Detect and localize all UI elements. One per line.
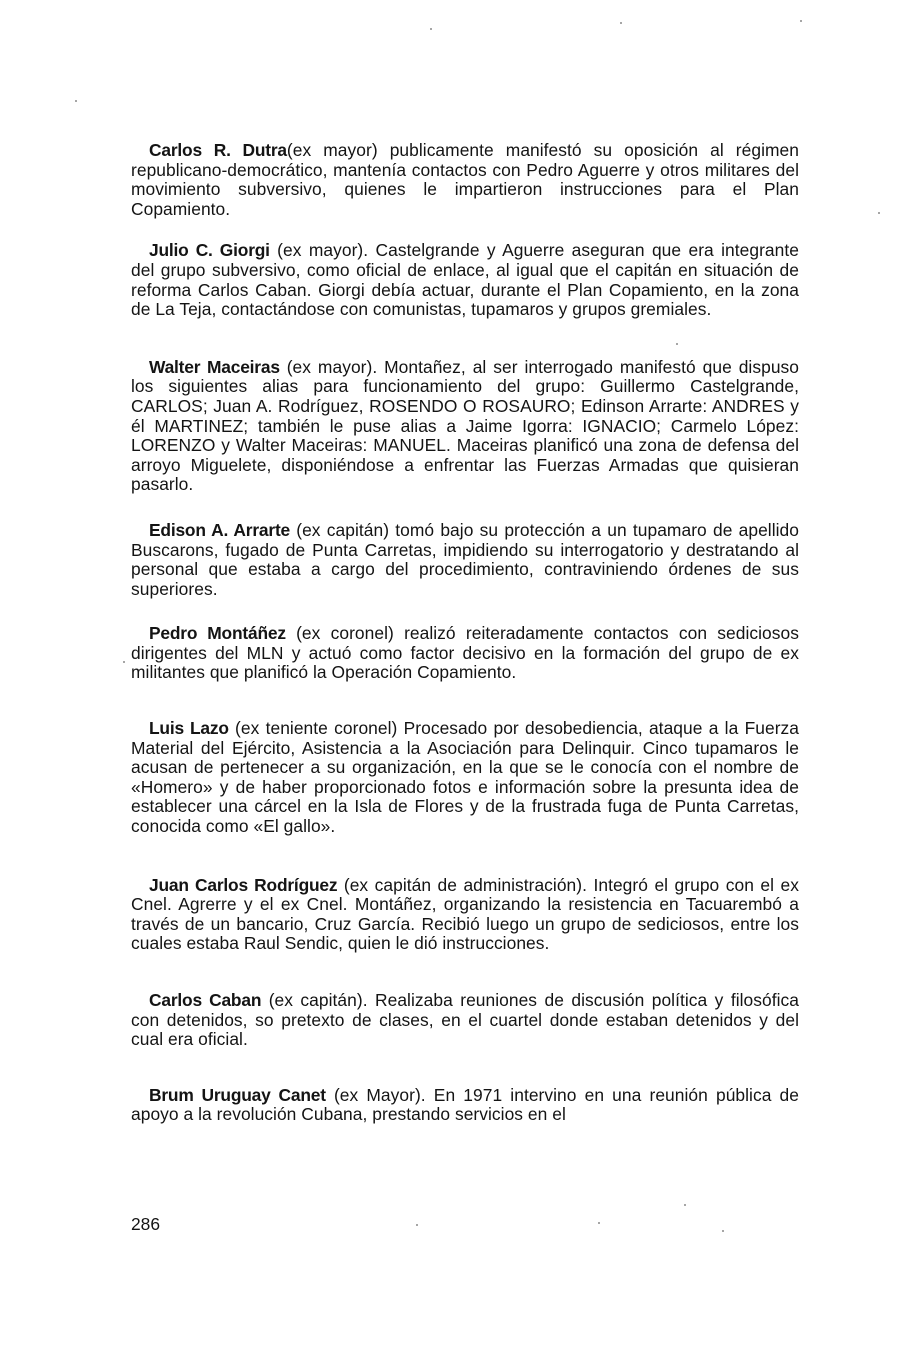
scan-speck: [123, 661, 125, 663]
scan-speck: [620, 22, 622, 24]
scan-speck: [75, 100, 77, 102]
scan-speck: [722, 1230, 724, 1232]
scan-speck: [416, 1224, 418, 1226]
entry-edison-arrarte: [131, 521, 799, 599]
page-number: 286: [131, 1214, 161, 1234]
entry-text: (ex capitán). Realizaba reuniones de discusión política y filosófica con detenidos, so pretexto de clases, en el cuartel donde estaban detenidos y del cual era oficial.: [131, 990, 799, 1050]
entry-text: (ex mayor). Castelgrande y Aguerre aseguran que era integrante del grupo subversivo, como oficial de enlace, al igual que el capitán en situación de reforma Carlos Caban. Giorgi debía actuar, durante el Plan Copamiento, en la zona de La Teja, contactándose con comunistas, tupamaros y grupos gremiales.: [131, 240, 799, 320]
entry-juan-carlos-rodriguez: [131, 876, 799, 954]
entry-name: Carlos R. Dutra: [149, 140, 287, 160]
entry-text: (ex mayor) publicamente manifestó su oposición al régimen republicano-democrático, mantenía contactos con Pedro Aguerre y otros militares del movimiento subversivo, quienes le impartieron instrucciones para el Plan Copamiento.: [131, 140, 799, 219]
entry-name: Walter Maceiras: [149, 356, 280, 377]
entry-text: (ex teniente coronel) Procesado por desobediencia, ataque a la Fuerza Material del Ejército, Asistencia a la Asociación para Delinquir. Cinco tupamaros le acusan de pertenecer a su organización, en la que se le conocía con el nombre de «Homero» y de haber proporcionado fotos e información sobre la presunta idea de establecer una cárcel en la Isla de Flores y de la frustrada fuga de Punta Carretas, conocida como «El gallo».: [131, 718, 800, 837]
scan-speck: [430, 28, 432, 30]
scan-speck: [684, 1204, 686, 1206]
entry-name: Brum Uruguay Canet: [149, 1084, 326, 1105]
entry-text: (ex coronel) realizó reiteradamente contactos con sediciosos dirigentes del MLN y actuó como factor decisivo en la formación del grupo de ex militantes que planificó la Operación Copamiento.: [131, 623, 799, 683]
entry-pedro-montanez: [131, 624, 799, 683]
scan-speck: [878, 212, 880, 214]
entry-name: Juan Carlos Rodríguez: [149, 874, 338, 895]
entry-name: Edison A. Arrarte: [149, 519, 291, 540]
entry-walter-maceiras: [131, 358, 799, 495]
entry-text: (ex mayor). Montañez, al ser interrogado manifestó que dispuso los siguientes alias para funcionamiento del grupo: Guillermo Castelgrande, CARLOS; Juan A. Rodríguez, ROSENDO O ROSAURO; Edinson Arrarte: ANDRES y él MARTINEZ; también le puse alias a Jaime Igorra: IGNACIO; Carmelo López: LORENZO y Walter Maceiras: MANUEL. Maceiras planificó una zona de defensa del arroyo Miguelete, disponiéndose a enfrentar las Fuerzas Armadas que quisieran pasarlo.: [131, 356, 800, 495]
entry-name: Julio C. Giorgi: [149, 240, 270, 261]
scan-speck: [676, 343, 678, 345]
entry-text: (ex Mayor). En 1971 intervino en una reunión pública de apoyo a la revolución Cubana, prestando servicios en el: [131, 1084, 799, 1125]
scan-speck: [800, 20, 802, 22]
entry-julio-giorgi: [131, 241, 799, 319]
entry-text: (ex capitán de administración). Integró el grupo con el ex Cnel. Agrerre y el ex Cnel. Montáñez, organizando la resistencia en Tacuarembó a través de un bancario, Cruz García. Recibió luego un grupo de sediciosos, entre los cuales estaba Raul Sendic, quien le dió instrucciones.: [131, 874, 799, 954]
scan-speck: [598, 1222, 600, 1224]
entry-name: Pedro Montáñez: [149, 623, 286, 644]
entry-brum-uruguay-canet: [131, 1086, 799, 1125]
entry-text: (ex capitán) tomó bajo su protección a un tupamaro de apellido Buscarons, fugado de Punta Carretas, impidiendo su interrogatorio y destratando al personal que estaba a cargo del procedimiento, contraviniendo órdenes de sus superiores.: [131, 519, 799, 599]
entry-name: Carlos Caban: [149, 990, 262, 1010]
entry-name: Luis Lazo: [149, 718, 229, 739]
entry-carlos-caban: [131, 991, 799, 1050]
document-body: [131, 141, 799, 1125]
entry-carlos-dutra: [131, 141, 799, 219]
entry-luis-lazo: [131, 719, 799, 837]
